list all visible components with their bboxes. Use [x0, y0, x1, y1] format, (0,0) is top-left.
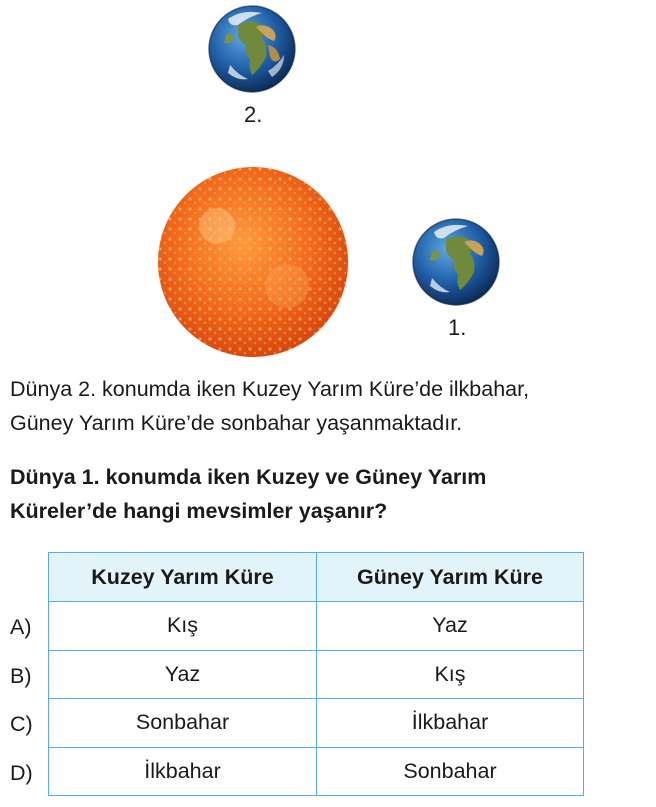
cell-north: Sonbahar	[49, 699, 317, 748]
cell-south: İlkbahar	[317, 699, 584, 748]
table-row[interactable]	[49, 602, 584, 651]
options-table	[48, 552, 584, 796]
table-header-row	[49, 553, 584, 602]
table-row[interactable]	[49, 650, 584, 699]
question-premise	[10, 372, 650, 440]
cell-south: Sonbahar	[317, 747, 584, 796]
table-row[interactable]	[49, 747, 584, 796]
question-prompt	[10, 460, 650, 528]
cell-north: Yaz	[49, 650, 317, 699]
option-letter-d[interactable]: D)	[10, 761, 33, 785]
header-north: Kuzey Yarım Küre	[49, 553, 317, 602]
question-line-2: Güney Yarım Küre’de sonbahar yaşanmaktadır.	[10, 411, 463, 435]
position-1-label: 1.	[448, 315, 467, 340]
option-letter-b[interactable]: B)	[10, 664, 32, 688]
option-letter-a[interactable]: A)	[10, 615, 32, 639]
cell-south: Kış	[317, 650, 584, 699]
question-line-1: Dünya 2. konumda iken Kuzey Yarım Küre’de ilkbahar,	[10, 377, 530, 401]
sun-icon	[157, 166, 349, 358]
table-row[interactable]	[49, 699, 584, 748]
question-bold-line-1: Dünya 1. konumda iken Kuzey ve Güney Yarım	[10, 465, 487, 489]
position-2-label: 2.	[244, 102, 263, 127]
cell-north: Kış	[49, 602, 317, 651]
earth-globe-icon	[208, 5, 296, 93]
cell-south: Yaz	[317, 602, 584, 651]
header-south: Güney Yarım Küre	[317, 553, 584, 602]
cell-north: İlkbahar	[49, 747, 317, 796]
option-letter-c[interactable]: C)	[10, 712, 33, 736]
question-bold-line-2: Küreler’de hangi mevsimler yaşanır?	[10, 499, 388, 523]
earth-globe-icon	[412, 218, 500, 306]
